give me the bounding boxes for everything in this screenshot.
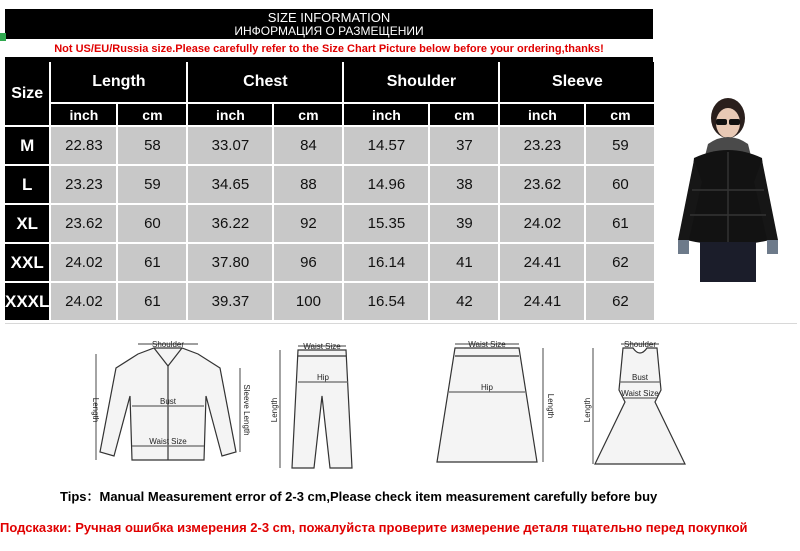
table-cell: 96 — [272, 242, 342, 281]
size-information-header — [5, 9, 653, 39]
skirt-hip-label: Hip — [480, 383, 494, 392]
table-cell: 14.96 — [342, 164, 428, 203]
jacket-bust-label: Bust — [159, 397, 177, 406]
table-cell: 24.02 — [49, 242, 116, 281]
table-cell: 24.41 — [498, 242, 584, 281]
section-divider — [5, 323, 797, 324]
table-cell: 100 — [272, 281, 342, 320]
length-header: Length — [49, 62, 186, 102]
table-cell: 15.35 — [342, 203, 428, 242]
table-cell: 41 — [428, 242, 498, 281]
table-cell: 61 — [584, 203, 654, 242]
unit-inch-header: inch — [49, 102, 116, 125]
unit-inch-header: inch — [342, 102, 428, 125]
table-row — [5, 242, 654, 281]
table-row — [5, 164, 654, 203]
table-cell: 37 — [428, 125, 498, 164]
unit-cm-header: cm — [116, 102, 186, 125]
size-label: XL — [5, 203, 49, 242]
jacket-waist-label: Waist Size — [149, 437, 187, 446]
dress-length-label: Length — [583, 397, 592, 423]
unit-cm-header: cm — [272, 102, 342, 125]
table-cell: 33.07 — [186, 125, 272, 164]
table-cell: 92 — [272, 203, 342, 242]
unit-inch-header: inch — [186, 102, 272, 125]
unit-cm-header: cm — [428, 102, 498, 125]
table-row — [5, 203, 654, 242]
size-chart-table — [5, 62, 654, 320]
table-cell: 42 — [428, 281, 498, 320]
dress-shoulder-label: Shoulder — [623, 340, 657, 349]
sleeve-header: Sleeve — [498, 62, 654, 102]
table-cell: 59 — [116, 164, 186, 203]
header-title-ru: ИНФОРМАЦИЯ О РАЗМЕЩЕНИИ — [234, 24, 424, 38]
unit-inch-header: inch — [498, 102, 584, 125]
table-cell: 39 — [428, 203, 498, 242]
table-cell: 60 — [584, 164, 654, 203]
table-cell: 22.83 — [49, 125, 116, 164]
chest-header: Chest — [186, 62, 342, 102]
pants-hip-label: Hip — [316, 373, 330, 382]
table-cell: 60 — [116, 203, 186, 242]
pants-waist-label: Waist Size — [303, 342, 341, 351]
size-label: L — [5, 164, 49, 203]
jacket-shoulder-label: Shoulder — [151, 340, 185, 349]
jacket-sleeve-label: Sleeve Length — [242, 384, 251, 436]
table-cell: 23.62 — [498, 164, 584, 203]
dress-diagram — [585, 340, 695, 475]
shoulder-header: Shoulder — [342, 62, 498, 102]
table-cell: 24.41 — [498, 281, 584, 320]
table-cell: 84 — [272, 125, 342, 164]
size-notice: Not US/EU/Russia size.Please carefully refer to the Size Chart Picture below before your ordering,thanks! — [54, 43, 604, 55]
size-column-header: Size — [5, 62, 49, 125]
table-cell: 59 — [584, 125, 654, 164]
table-cell: 62 — [584, 242, 654, 281]
unit-cm-header: cm — [584, 102, 654, 125]
table-cell: 23.23 — [49, 164, 116, 203]
table-cell: 24.02 — [498, 203, 584, 242]
table-cell: 61 — [116, 281, 186, 320]
skirt-diagram — [425, 340, 555, 475]
table-cell: 24.02 — [49, 281, 116, 320]
pants-length-label: Length — [270, 397, 279, 423]
skirt-length-label: Length — [546, 393, 555, 419]
table-cell: 36.22 — [186, 203, 272, 242]
green-accent-line — [0, 33, 6, 41]
table-cell: 39.37 — [186, 281, 272, 320]
jacket-diagram — [88, 340, 251, 475]
table-cell: 16.54 — [342, 281, 428, 320]
table-cell: 88 — [272, 164, 342, 203]
tips-russian: Подсказки: Ручная ошибка измерения 2-3 cm, пожалуйста проверите измерение деталя тщательно перед покупкой — [0, 520, 748, 535]
header-title-en: SIZE INFORMATION — [267, 10, 391, 25]
product-photo — [664, 90, 792, 290]
table-cell: 37.80 — [186, 242, 272, 281]
table-cell: 16.14 — [342, 242, 428, 281]
jacket-length-label: Length — [91, 397, 100, 423]
size-label: XXL — [5, 242, 49, 281]
table-cell: 58 — [116, 125, 186, 164]
size-label: M — [5, 125, 49, 164]
table-cell: 23.23 — [498, 125, 584, 164]
table-cell: 34.65 — [186, 164, 272, 203]
table-cell: 61 — [116, 242, 186, 281]
dress-bust-label: Bust — [631, 373, 649, 382]
table-cell: 38 — [428, 164, 498, 203]
size-label: XXXL — [5, 281, 49, 320]
pants-diagram — [268, 340, 368, 475]
table-row — [5, 281, 654, 320]
table-row — [5, 125, 654, 164]
table-cell: 14.57 — [342, 125, 428, 164]
skirt-waist-label: Waist Size — [468, 340, 506, 349]
dress-waist-label: Waist Size — [621, 389, 659, 398]
table-cell: 23.62 — [49, 203, 116, 242]
tips-english: Tips：Manual Measurement error of 2-3 cm,Please check item measurement carefully before buy — [60, 489, 658, 504]
table-cell: 62 — [584, 281, 654, 320]
